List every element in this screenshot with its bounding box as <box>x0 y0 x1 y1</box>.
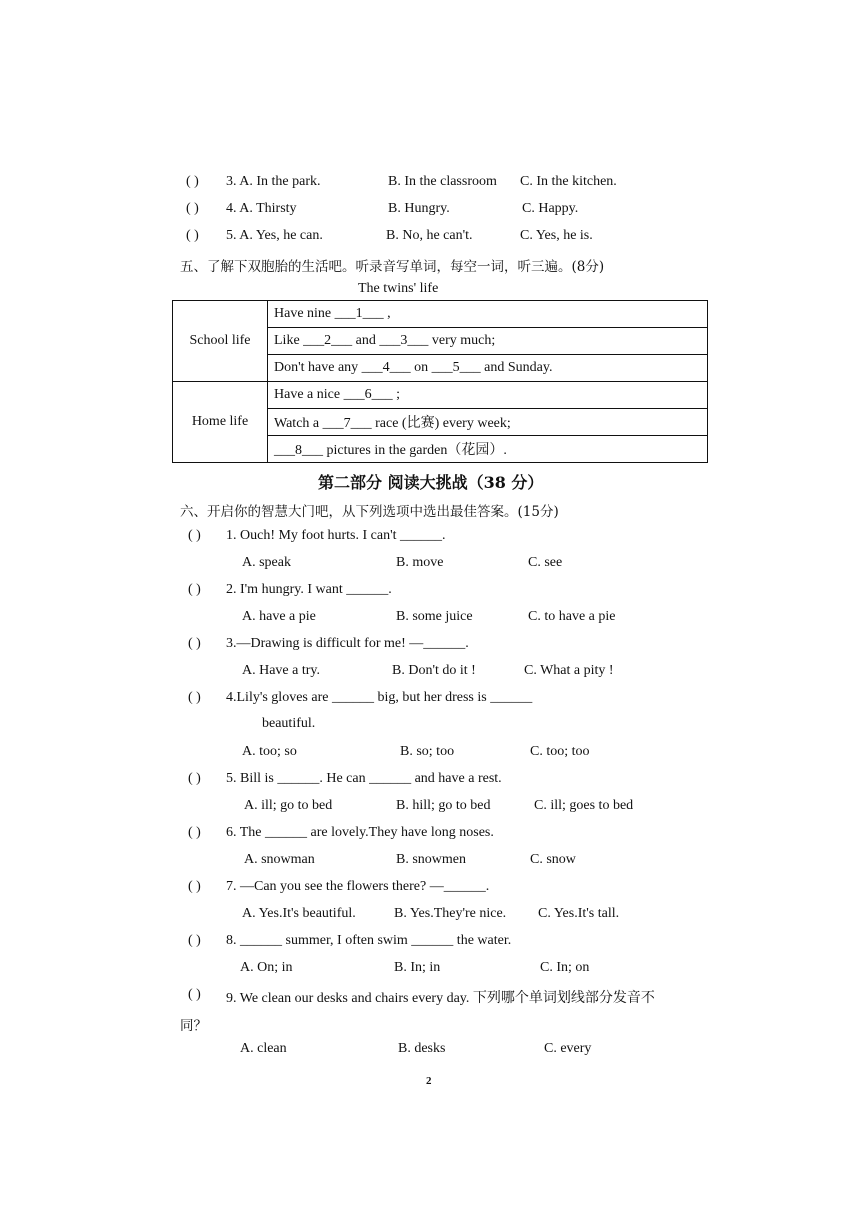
s6-q7-text: 7. —Can you see the flowers there? —______. <box>226 879 490 894</box>
s6-q4-c: C. too; too <box>530 744 590 759</box>
s6-q8-a: A. On; in <box>240 960 293 975</box>
s6-q2-paren: ( ) <box>188 582 201 597</box>
s6-q6-b: B. snowmen <box>396 852 466 867</box>
s6-q5-paren: ( ) <box>188 771 201 786</box>
s6-q3-text: 3.—Drawing is difficult for me! —______. <box>226 636 469 651</box>
s6-q4-a: A. too; so <box>242 744 297 759</box>
s6-q7-c: C. Yes.It's tall. <box>538 906 620 921</box>
s6-q7-paren: ( ) <box>188 879 201 894</box>
s6-q6-text: 6. The ______ are lovely.They have long noses. <box>226 825 494 840</box>
s6-q2-c: C. to have a pie <box>528 609 616 624</box>
q4-option-b: B. Hungry. <box>388 201 450 216</box>
q5-paren: ( ) <box>186 228 199 243</box>
section5-heading: 五、了解下双胞胎的生活吧。听录音写单词，每空一词，听三遍。(8分) <box>180 259 605 275</box>
s6-q6-a: A. snowman <box>244 852 315 867</box>
s6-q1-c: C. see <box>528 555 563 570</box>
s6-q5-text: 5. Bill is ______. He can ______ and have a rest. <box>226 771 502 786</box>
section6-heading: 六、开启你的智慧大门吧，从下列选项中选出最佳答案。(15分) <box>180 504 559 520</box>
s6-q9-paren: ( ) <box>188 987 201 1002</box>
part2-title: 第二部分 阅读大挑战（38 分） <box>318 473 544 492</box>
table-row-6: ___8___ pictures in the garden（花园）. <box>268 436 708 463</box>
s6-q2-b: B. some juice <box>396 609 473 624</box>
s6-q8-paren: ( ) <box>188 933 201 948</box>
s6-q8-b: B. In; in <box>394 960 441 975</box>
s6-q8-c: C. In; on <box>540 960 590 975</box>
q4-paren: ( ) <box>186 201 199 216</box>
q4-option-c: C. Happy. <box>522 201 579 216</box>
s6-q9-text: 9. We clean our desks and chairs every day. 下列哪个单词划线部分发音不 <box>226 991 655 1006</box>
s6-q1-b: B. move <box>396 555 444 570</box>
s6-q5-b: B. hill; go to bed <box>396 798 491 813</box>
s6-q3-c: C. What a pity ! <box>524 663 614 678</box>
s6-q3-a: A. Have a try. <box>242 663 321 678</box>
s6-q7-a: A. Yes.It's beautiful. <box>242 906 356 921</box>
table-row-3: Don't have any ___4___ on ___5___ and Sunday. <box>268 355 708 382</box>
s6-q4-paren: ( ) <box>188 690 201 705</box>
s6-q4-text: 4.Lily's gloves are ______ big, but her dress is ______ <box>226 690 533 705</box>
s6-q2-a: A. have a pie <box>242 609 316 624</box>
s6-q5-a: A. ill; go to bed <box>244 798 333 813</box>
s6-q7-b: B. Yes.They're nice. <box>394 906 507 921</box>
q5-option-c: C. Yes, he is. <box>520 228 593 243</box>
s6-q9-c: C. every <box>544 1041 592 1056</box>
s6-q9-text-cont: 同？ <box>180 1018 207 1034</box>
table-title: The twins' life <box>358 281 439 296</box>
s6-q6-c: C. snow <box>530 852 576 867</box>
s6-q3-b: B. Don't do it ! <box>392 663 476 678</box>
home-life-label: Home life <box>173 382 268 463</box>
s6-q3-paren: ( ) <box>188 636 201 651</box>
s6-q5-c: C. ill; goes to bed <box>534 798 634 813</box>
table-row-4: Have a nice ___6___ ; <box>268 382 708 409</box>
s6-q1-text: 1. Ouch! My foot hurts. I can't ______. <box>226 528 446 543</box>
s6-q1-a: A. speak <box>242 555 291 570</box>
s6-q6-paren: ( ) <box>188 825 201 840</box>
table-row-5: Watch a ___7___ race (比赛) every week; <box>268 409 708 436</box>
s6-q4-b: B. so; too <box>400 744 455 759</box>
s6-q9-a: A. clean <box>240 1041 287 1056</box>
q4-text: 4. A. Thirsty <box>226 201 297 216</box>
q3-option-b: B. In the classroom <box>388 174 497 189</box>
s6-q1-paren: ( ) <box>188 528 201 543</box>
page-number: 2 <box>426 1075 432 1087</box>
s6-q8-text: 8. ______ summer, I often swim ______ the water. <box>226 933 512 948</box>
table-row-2: Like ___2___ and ___3___ very much; <box>268 328 708 355</box>
q5-text: 5. A. Yes, he can. <box>226 228 323 243</box>
table-row-1: Have nine ___1___ , <box>268 301 708 328</box>
s6-q4-text-cont: beautiful. <box>262 716 316 731</box>
school-life-label: School life <box>173 301 268 382</box>
s6-q9-b: B. desks <box>398 1041 446 1056</box>
q3-paren: ( ) <box>186 174 199 189</box>
twins-life-table <box>172 300 708 463</box>
q3-option-c: C. In the kitchen. <box>520 174 617 189</box>
s6-q2-text: 2. I'm hungry. I want ______. <box>226 582 392 597</box>
q5-option-b: B. No, he can't. <box>386 228 473 243</box>
q3-text: 3. A. In the park. <box>226 174 321 189</box>
